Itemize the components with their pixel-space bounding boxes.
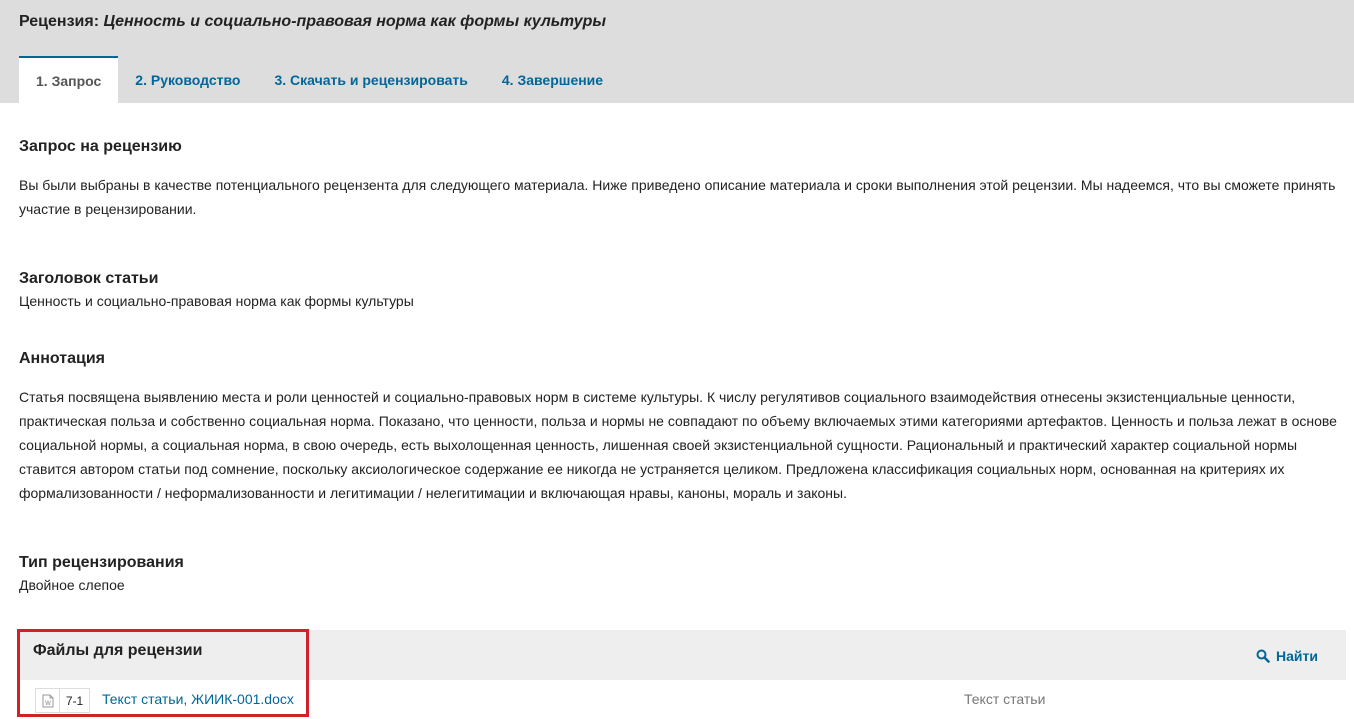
review-files-header [19, 630, 1346, 680]
file-row [19, 680, 1346, 719]
tab-guidelines[interactable]: 2. Руководство [135, 71, 241, 88]
article-title-value: Ценность и социально-правовая норма как формы культуры [19, 293, 414, 309]
article-title-heading: Заголовок статьи [19, 270, 159, 287]
tab-download-review[interactable]: 3. Скачать и рецензировать [274, 71, 468, 88]
abstract-text: Статья посвящена выявлению места и роли ценностей и социально-правовых норм в системе культуры. К числу регулятивов социального взаимодействия отнесены экзистенциальные ценности, практическая польза и собственно социальная норма. Показано, что ценности, польза и нормы не совпадают по объему включаемых этими категориями артефактов. Ценность и польза лежат в основе социальной нормы, а социальная норма, в свою очередь, есть выхолощенная ценность, лишенная своей экзистенциальной сущности. Рациональный и практический характер социальной нормы ставится автором статьи под сомнение, поскольку аксиологическое содержание ее никогда не устраняется целиком. Предложена классификация социальных норм, основанная на критериях их формализованности / неформализованности и легитимации / нелегитимации и включающая нравы, каноны, мораль и законы. [19, 389, 1337, 501]
review-type-value: Двойное слепое [19, 577, 125, 593]
search-files-button[interactable] [1256, 648, 1318, 664]
file-type-label: Текст статьи [964, 691, 1046, 707]
review-type-section [19, 553, 1339, 597]
article-title-section [19, 269, 1339, 313]
tab-request[interactable]: 1. Запрос [19, 56, 118, 103]
page-title-subject: Ценность и социально-правовая норма как формы культуры [103, 13, 607, 30]
page-header [0, 0, 1354, 103]
review-type-heading: Тип рецензирования [19, 554, 184, 571]
search-icon [1256, 649, 1270, 663]
review-steps-tabs [19, 56, 620, 103]
file-id-badge: 7-1 [60, 688, 90, 713]
page-title-prefix: Рецензия: [19, 13, 100, 30]
abstract-section [19, 349, 1339, 505]
review-files-heading: Файлы для рецензии [33, 642, 203, 659]
tab-completion[interactable]: 4. Завершение [501, 71, 604, 88]
word-file-icon [35, 688, 60, 713]
request-section [19, 137, 1339, 221]
request-heading: Запрос на рецензию [19, 138, 182, 155]
abstract-heading: Аннотация [19, 350, 105, 367]
page-title [19, 13, 606, 31]
search-files-label: Найти [1276, 648, 1318, 664]
file-download-link[interactable]: Текст статьи, ЖИИК-001.docx [102, 691, 294, 707]
request-description: Вы были выбраны в качестве потенциального рецензента для следующего материала. Ниже приведено описание материала и сроки выполнения этой рецензии. Мы надеемся, что вы сможете принять участие в рецензировании. [19, 177, 1336, 217]
svg-text:W: W [44, 699, 51, 707]
review-files-panel [19, 630, 1346, 719]
